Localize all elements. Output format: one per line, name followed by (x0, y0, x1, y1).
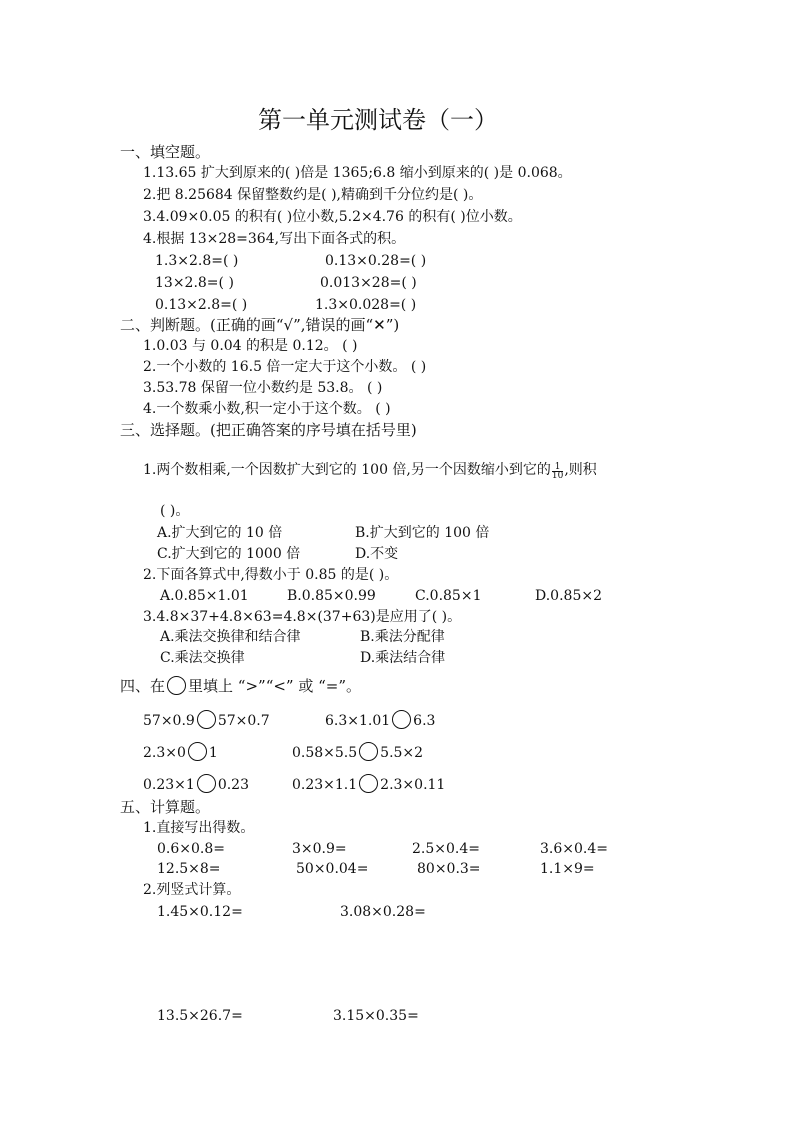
vertical-calc-item: 3.15×0.35= (333, 1008, 419, 1024)
compare-left: 0.23×1 (143, 777, 195, 793)
s1-product-item: 13×2.8=( ) (155, 275, 234, 291)
compare-right: 1 (208, 745, 218, 761)
compare-right: 57×0.7 (217, 713, 270, 729)
s5-question-2: 2.列竖式计算。 (143, 882, 241, 898)
compare-circle-icon (167, 676, 186, 695)
direct-calc-item: 0.6×0.8= (157, 841, 225, 857)
s2-question-2: 2.一个小数的 16.5 倍一定大于这个小数。 ( ) (143, 359, 427, 375)
s3-question-1 (143, 461, 597, 480)
section-4-heading (120, 676, 361, 695)
fraction-denominator: 10 (551, 471, 564, 481)
compare-right: 2.3×0.11 (380, 777, 446, 793)
s3-question-2: 2.下面各算式中,得数小于 0.85 的是( )。 (143, 567, 399, 583)
s3-q1-text: 1.两个数相乘,一个因数扩大到它的 100 倍,另一个因数缩小到它的 (143, 462, 551, 478)
s3-q1-option-d: D.不变 (355, 546, 399, 562)
compare-circle-input[interactable] (392, 710, 411, 729)
s3-q1-option-a: A.扩大到它的 10 倍 (157, 525, 283, 541)
s5-question-1: 1.直接写出得数。 (143, 820, 255, 836)
section-1-heading: 一、填空题。 (120, 143, 211, 161)
compare-left: 6.3×1.01 (325, 713, 391, 729)
s2-question-1: 1.0.03 与 0.04 的积是 0.12。 ( ) (143, 338, 358, 354)
s3-q1-option-c: C.扩大到它的 1000 倍 (157, 546, 301, 562)
compare-circle-input[interactable] (197, 710, 216, 729)
compare-circle-input[interactable] (359, 742, 378, 761)
compare-right: 5.5×2 (380, 745, 424, 761)
page-title: 第一单元测试卷（一） (258, 106, 498, 134)
direct-calc-item: 2.5×0.4= (412, 841, 480, 857)
section-5-heading: 五、计算题。 (120, 798, 211, 816)
compare-circle-input[interactable] (359, 774, 378, 793)
compare-right: 6.3 (413, 713, 436, 729)
s3-q2-option-a: A.0.85×1.01 (160, 588, 249, 604)
direct-calc-item: 12.5×8= (157, 861, 221, 877)
compare-pair (143, 742, 218, 762)
section-2-heading: 二、判断题。(正确的画“√”,错误的画“✕”) (120, 316, 400, 334)
s3-question-3: 3.4.8×37+4.8×63=4.8×(37+63)是应用了( )。 (143, 609, 462, 625)
s3-q3-option-c: C.乘法交换律 (160, 650, 245, 666)
s2-question-3: 3.53.78 保留一位小数约是 53.8。 ( ) (143, 380, 383, 396)
s1-question-2: 2.把 8.25684 保留整数约是( ),精确到千分位约是( )。 (143, 187, 483, 203)
compare-pair (143, 774, 249, 794)
compare-right: 0.23 (217, 777, 249, 793)
section-4-heading-pre: 四、在 (120, 677, 166, 695)
fraction-numerator: 1 (552, 463, 563, 472)
s1-product-item: 0.13×2.8=( ) (155, 297, 248, 313)
compare-pair (292, 742, 423, 762)
s1-product-item: 1.3×2.8=( ) (155, 253, 239, 269)
direct-calc-item: 1.1×9= (540, 861, 595, 877)
direct-calc-item: 3×0.9= (292, 841, 347, 857)
s1-question-1: 1.13.65 扩大到原来的( )倍是 1365;6.8 缩小到原来的( )是 0.068。 (143, 165, 572, 181)
s1-product-item: 0.013×28=( ) (320, 275, 417, 291)
s1-product-item: 0.13×0.28=( ) (325, 253, 427, 269)
vertical-calc-item: 1.45×0.12= (157, 904, 243, 920)
s3-q3-option-a: A.乘法交换律和结合律 (160, 629, 301, 645)
s3-q3-option-b: B.乘法分配律 (360, 629, 445, 645)
compare-circle-input[interactable] (197, 774, 216, 793)
s3-q2-option-b: B.0.85×0.99 (287, 588, 376, 604)
direct-calc-item: 80×0.3= (417, 861, 481, 877)
vertical-calc-item: 13.5×26.7= (157, 1008, 243, 1024)
s1-product-item: 1.3×0.028=( ) (315, 297, 417, 313)
section-3-heading: 三、选择题。(把正确答案的序号填在括号里) (120, 421, 417, 439)
fraction (552, 463, 563, 480)
compare-pair (143, 710, 270, 730)
s1-question-3: 3.4.09×0.05 的积有( )位小数,5.2×4.76 的积有( )位小数。 (143, 209, 522, 225)
section-4-heading-post: 里填上 “>”“<” 或 “=”。 (188, 677, 362, 695)
compare-left: 57×0.9 (143, 713, 195, 729)
compare-pair (325, 710, 435, 730)
direct-calc-item: 50×0.04= (296, 861, 369, 877)
compare-pair (292, 774, 445, 794)
compare-left: 0.58×5.5 (292, 745, 358, 761)
s3-q2-option-c: C.0.85×1 (415, 588, 482, 604)
s3-q1-option-b: B.扩大到它的 100 倍 (355, 525, 490, 541)
s3-q1-blank: ( )。 (160, 503, 190, 519)
s3-q3-option-d: D.乘法结合律 (360, 650, 446, 666)
compare-left: 0.23×1.1 (292, 777, 358, 793)
direct-calc-item: 3.6×0.4= (540, 841, 608, 857)
s3-q1-tail: ,则积 (564, 462, 597, 478)
vertical-calc-item: 3.08×0.28= (340, 904, 426, 920)
s1-question-4: 4.根据 13×28=364,写出下面各式的积。 (143, 231, 406, 247)
compare-left: 2.3×0 (143, 745, 186, 761)
compare-circle-input[interactable] (188, 742, 207, 761)
s2-question-4: 4.一个数乘小数,积一定小于这个数。 ( ) (143, 401, 391, 417)
s3-q2-option-d: D.0.85×2 (535, 588, 602, 604)
